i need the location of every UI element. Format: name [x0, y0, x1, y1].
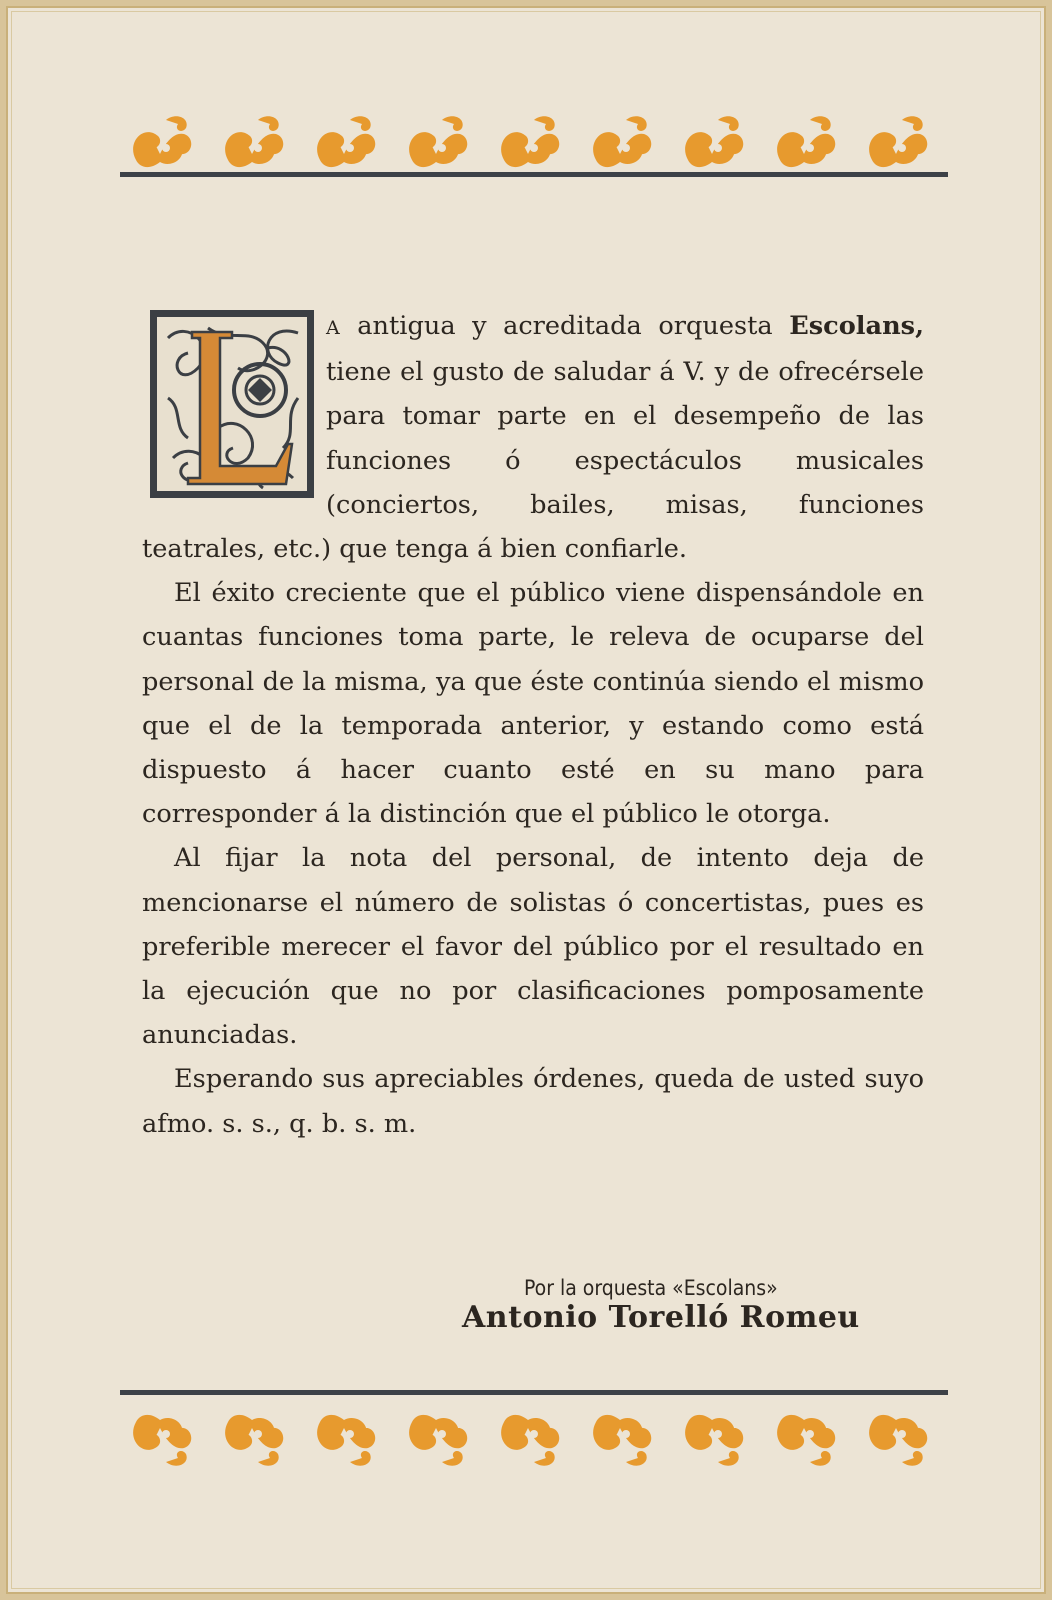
leaf-ornament-icon: [685, 116, 743, 167]
bottom-rule: [120, 1390, 948, 1395]
letter-body: [142, 304, 924, 1146]
leaf-ornament-icon: [501, 1415, 559, 1466]
paragraph-1-rest: tiene el gusto de saludar á V. y de ofrecérsele para tomar parte en el desempeño de las funciones ó espectáculos musicales (conciertos, bailes, misas, funciones teatrales, etc.) que tenga á bien confiarle.: [142, 357, 924, 565]
paragraph-2: El éxito creciente que el público viene dispensándole en cuantas funciones toma parte, le releva de ocuparse del personal de la misma, ya que éste continúa siendo el mismo que el de la temporada anterior, y estando como está dispuesto á hacer cuanto esté en su mano para corresponder á la distinción que el público le otorga.: [142, 578, 924, 830]
decorated-initial-L: [148, 308, 316, 504]
paragraph-4: Esperando sus apreciables órdenes, queda de usted suyo afmo. s. s., q. b. s. m.: [142, 1064, 924, 1139]
leaf-ornament-icon: [593, 116, 651, 167]
leaf-ornament-icon: [133, 1415, 191, 1466]
leaf-ornament-icon: [409, 116, 467, 167]
leaf-ornament-icon: [593, 1415, 651, 1466]
leaf-ornament-icon: [869, 1415, 927, 1466]
top-ornament-border: [120, 108, 948, 178]
leaf-ornament-icon: [869, 116, 927, 167]
leaf-ornament-icon: [225, 116, 283, 167]
leaf-ornament-icon: [120, 108, 948, 178]
top-rule: [120, 172, 948, 177]
leaf-ornament-icon: [225, 1415, 283, 1466]
leaf-ornament-icon: [120, 1404, 948, 1474]
leaf-ornament-icon: [317, 116, 375, 167]
leaf-ornament-icon: [409, 1415, 467, 1466]
leaf-ornament-icon: [685, 1415, 743, 1466]
page-frame: [6, 6, 1046, 1594]
leaf-ornament-icon: [317, 1415, 375, 1466]
signature-line: Por la orquesta «Escolans»: [524, 1276, 778, 1300]
paragraph-1-lead: antigua y acreditada orquesta: [340, 311, 790, 341]
leaf-ornament-icon: [501, 116, 559, 167]
bottom-ornament-border: [120, 1404, 948, 1474]
leaf-ornament-icon: [133, 116, 191, 167]
orchestra-name: Escolans,: [789, 311, 924, 341]
first-letter-continuation: A: [326, 317, 341, 339]
paragraph-3: Al fijar la nota del personal, de intento deja de mencionarse el número de solistas ó concertistas, pues es preferible merecer el favor del público por el resultado en la ejecución que no por clasificaciones pomposamente anunciadas.: [142, 843, 924, 1051]
signature-name: Antonio Torelló Romeu: [462, 1300, 860, 1335]
leaf-ornament-icon: [777, 116, 835, 167]
leaf-ornament-icon: [777, 1415, 835, 1466]
